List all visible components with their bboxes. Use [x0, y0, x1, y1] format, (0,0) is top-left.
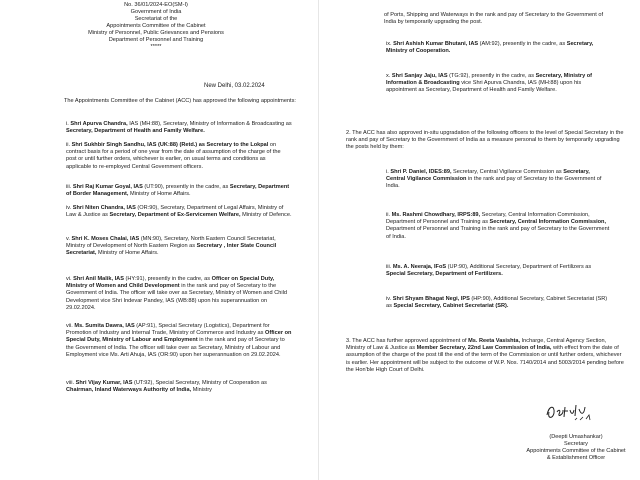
paragraph-2: 2. The ACC has also approved in-situ upgradation of the following officers to the level of Special Secretary in the rank and pay of Secretary to the Government of India as a measure personal to them by temporarily upgrading the posts held by them: — [346, 130, 624, 151]
upgradation-item: iii. Ms. A. Neeraja, IFoS (UP:90), Additional Secretary, Department of Fertilizers as Special Secretary, Department of Fertilizers. — [386, 264, 592, 278]
upgradation-item: ii. Ms. Rashmi Chowdhary, IRPS:89, Secretary, Central Information Commission, Department of Personnel and Training as Secretary, Central Information Commission, Department of Personnel and Training in the rank and pay of Secretary to the Government of India. — [386, 212, 610, 240]
department-line: Department of Personnel and Training — [108, 37, 204, 43]
paragraph-3: 3. The ACC has further approved appointment of Ms. Reeta Vasishta, Incharge, Central Agency Section, Ministry of Law & Justice as Member Secretary, 22nd Law Commission of India, with effect from the date of assumption of the charge of the post till the end of the term of the Commission or until further orders, whichever is earlier. Her appointment will be subject to the outcome of W.P. Nos. 7140/2014 and 5003/2014 pending before the Hon'ble High Court of Delhi. — [346, 338, 624, 373]
signatory-org: Appointments Committee of the Cabinet — [526, 448, 626, 454]
appointment-item: vi. Shri Anil Malik, IAS (HY:91), presently in the cadre, as Officer on Special Duty, Ministry of Women and Child Development in the rank and pay of Secretary to the Government of India. The officer will take over as Secretary, Ministry of Women and Child Development vice Shri Indevar Pandey, IAS (WB:88) upon his superannuation on 29.02.2024. — [66, 276, 287, 311]
appointment-item: viii. Shri Vijay Kumar, IAS (UT:92), Special Secretary, Ministry of Cooperation as Chairman, Inland Waterways Authority of India, Ministry — [66, 380, 267, 394]
letter-date: New Delhi, 03.02.2024 — [204, 83, 265, 89]
page-divider — [318, 0, 319, 480]
signatory-block — [521, 434, 631, 462]
continuation-text: of Ports, Shipping and Waterways in the rank and pay of Secretary to the Government of India by temporarily upgrading the post. — [384, 12, 603, 26]
signatory-title: Secretary — [564, 441, 588, 447]
appointment-item: vii. Ms. Sumita Dawra, IAS (AP:91), Special Secretary (Logistics), Department for Promotion of Industry and Internal Trade, Ministry of Commerce and Industry as Officer on Special Duty, Ministry of Labour and Employment in the rank and pay of Secretary to the Government of India. The officer will take over as Secretary, Ministry of Labour and Employment vice Ms. Arti Ahuja, IAS (OR:90) upon her superannuation on 29.02.2024. — [66, 323, 292, 358]
left-page — [6, 0, 316, 480]
file-number: No. 36/01/2024-EO(SM-I) — [124, 2, 188, 8]
appointment-item: ii. Shri Sukhbir Singh Sandhu, IAS (UK:88) (Retd.) as Secretary to the Lokpal on contract basis for a period of one year from the date of assumption of the charge of the post or until further orders, whichever is earlier, on usual terms and conditions as applicable to re-employed Central Government officers. — [66, 142, 281, 170]
letter-header — [6, 2, 306, 51]
header-separator: ***** — [150, 44, 162, 50]
appointment-item: i. Shri Apurva Chandra, IAS (MH:88), Secretary, Ministry of Information & Broadcasting as Secretary, Department of Health and Family Welfare. — [66, 121, 292, 135]
appointment-item: iii. Shri Raj Kumar Goyal, IAS (UT:90), presently in the cadre, as Secretary, Department of Border Management, Ministry of Home Affairs. — [66, 184, 290, 198]
acc-line: Appointments Committee of the Cabinet — [106, 23, 206, 29]
upgradation-item: iv. Shri Shyam Bhagat Negi, IPS (HP:90), Additional Secretary, Cabinet Secretariat (SR) as Special Secretary, Cabinet Secretariat (SR). — [386, 296, 608, 310]
intro-paragraph: The Appointments Committee of the Cabinet (ACC) has approved the following appointments: — [64, 98, 296, 104]
signatory-org-2: & Establishment Officer — [546, 455, 606, 461]
signatory-name: (Deepti Umashankar) — [549, 434, 603, 440]
ministry-line: Ministry of Personnel, Public Grievances and Pensions — [88, 30, 224, 36]
handwritten-signature — [543, 401, 601, 423]
appointment-item: ix. Shri Ashish Kumar Bhutani, IAS (AM:92), presently in the cadre, as Secretary, Ministry of Cooperation. — [386, 41, 594, 55]
appointment-item: v. Shri K. Moses Chalai, IAS (MN:90), Secretary, North Eastern Council Secretariat, Ministry of Development of North Eastern Region as Secretary , Inter State Council Secretariat, Ministry of Home Affairs. — [66, 236, 277, 257]
govt-line: Government of India — [130, 9, 182, 15]
secretariat-line: Secretariat of the — [134, 16, 178, 22]
upgradation-item: i. Shri P. Daniel, IDES:89, Secretary, Central Vigilance Commission as Secretary, Central Vigilance Commission in the rank and pay of Secretary to the Government of India. — [386, 169, 602, 190]
appointment-item: iv. Shri Niten Chandra, IAS (OR:90), Secretary, Department of Legal Affairs, Ministry of Law & Justice as Secretary, Department of Ex-Servicemen Welfare, Ministry of Defence. — [66, 205, 292, 219]
right-page — [326, 0, 636, 480]
appointment-item: x. Shri Sanjay Jaju, IAS (TG:92), presently in the cadre, as Secretary, Ministry of Information & Broadcasting vice Shri Apurva Chandra, IAS (MH:88) upon his appointment as Secretary, Department of Health and Family Welfare. — [386, 73, 593, 94]
